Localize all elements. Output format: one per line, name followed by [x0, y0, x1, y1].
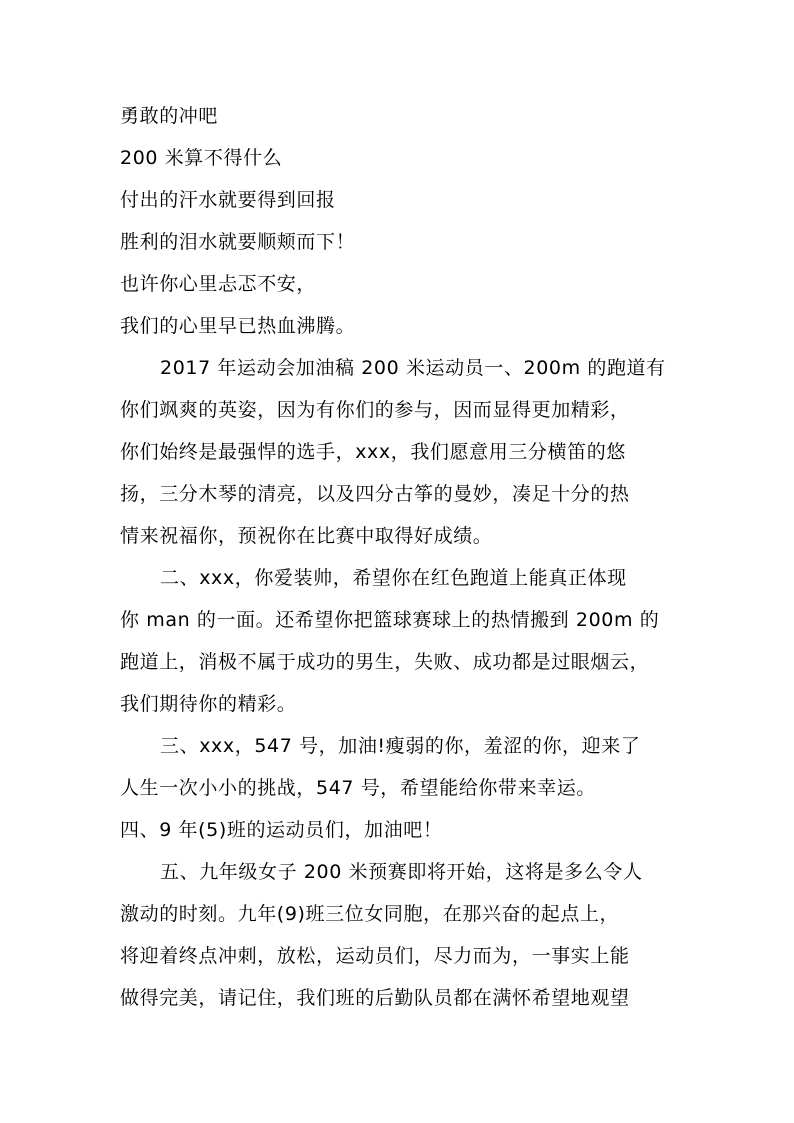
text-line: 跑道上，消极不属于成功的男生，失败、成功都是过眼烟云，: [120, 651, 650, 673]
text-line: 付出的汗水就要得到回报: [120, 189, 336, 211]
text-line: 你们始终是最强悍的选手，xxx，我们愿意用三分横笛的悠: [120, 441, 626, 463]
paragraph-first-line: 2017 年运动会加油稿 200 米运动员一、200m 的跑道有: [160, 357, 666, 379]
text-line: 做得完美，请记住，我们班的后勤队员都在满怀希望地观望: [120, 987, 630, 1009]
text-line: 你 man 的一面。还希望你把篮球赛球上的热情搬到 200m 的: [120, 609, 660, 631]
text-line: 200 米算不得什么: [120, 147, 283, 169]
text-line: 也许你心里忐忑不安，: [120, 273, 317, 295]
text-line: 勇敢的冲吧: [120, 105, 219, 127]
text-line: 我们的心里早已热血沸腾。: [120, 315, 356, 337]
text-line: 四、9 年(5)班的运动员们，加油吧！: [120, 819, 443, 841]
paragraph-first-line: 五、九年级女子 200 米预赛即将开始，这将是多么令人: [160, 861, 643, 883]
text-line: 激动的时刻。九年(9)班三位女同胞，在那兴奋的起点上，: [120, 903, 620, 925]
text-line: 情来祝福你，预祝你在比赛中取得好成绩。: [120, 525, 493, 547]
text-line: 扬，三分木琴的清亮，以及四分古筝的曼妙，凑足十分的热: [120, 483, 630, 505]
text-line: 人生一次小小的挑战，547 号，希望能给你带来幸运。: [120, 777, 596, 799]
text-line: 胜利的泪水就要顺颊而下！: [120, 231, 356, 253]
text-line: 我们期待你的精彩。: [120, 693, 297, 715]
text-line: 你们飒爽的英姿，因为有你们的参与，因而显得更加精彩，: [120, 399, 630, 421]
text-line: 将迎着终点冲刺，放松，运动员们，尽力而为，一事实上能: [120, 945, 630, 967]
paragraph-first-line: 二、xxx，你爱装帅，希望你在红色跑道上能真正体现: [160, 567, 627, 589]
paragraph-first-line: 三、xxx，547 号，加油!瘦弱的你，羞涩的你，迎来了: [160, 735, 641, 757]
